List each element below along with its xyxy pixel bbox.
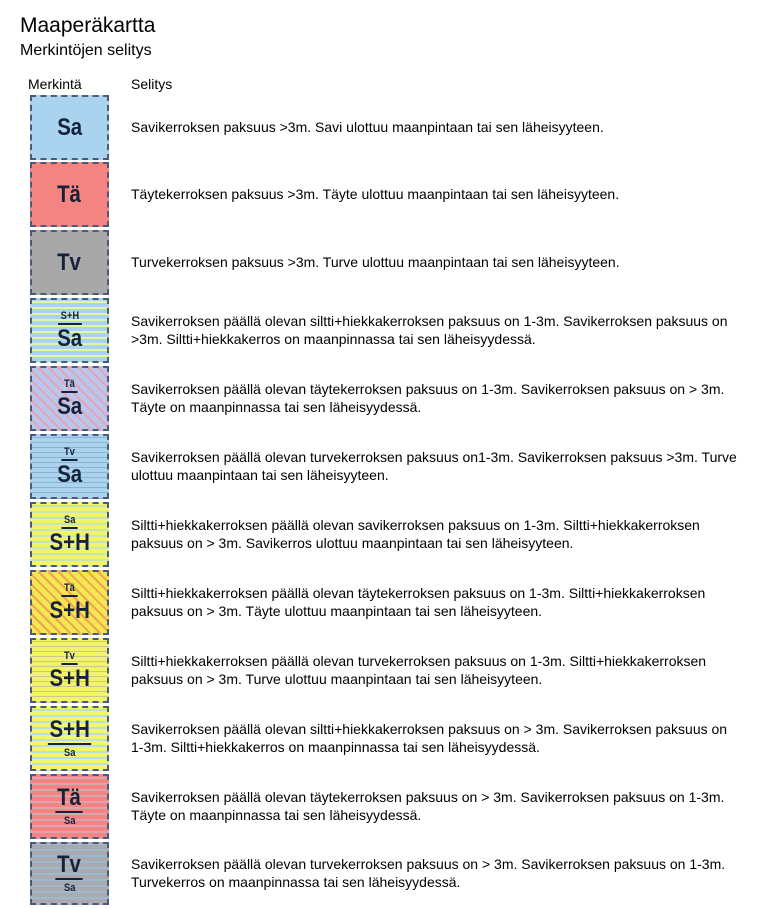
- legend-description: Savikerroksen päällä olevan täytekerroksen paksuus on > 3m. Savikerroksen paksuus on 1-3m. Täyte on maanpinnassa tai sen läheisyydessä.: [131, 789, 725, 823]
- symbol-upper-label: Tä: [61, 582, 77, 597]
- legend-symbol-ta-over-sa: [30, 366, 109, 431]
- symbol-label: Sa: [57, 113, 82, 141]
- symbol-label: S+H: [49, 597, 90, 624]
- symbol-upper-label: Tv: [61, 650, 77, 665]
- symbol-label: Sa: [57, 461, 82, 488]
- symbol-upper-label: Sa: [61, 514, 78, 529]
- legend-symbol-sa: [30, 95, 109, 160]
- legend-description: Savikerroksen päällä olevan turvekerroksen paksuus on1-3m. Savikerroksen paksuus >3m. Turve ulottuu maanpintaan tai sen läheisyyteen.: [131, 449, 737, 483]
- legend-symbol-tv: [30, 230, 109, 295]
- symbol-upper-label: S+H: [58, 310, 82, 325]
- symbol-upper-label: Tä: [61, 378, 77, 393]
- page-subtitle: Merkintöjen selitys: [20, 42, 152, 59]
- legend-symbol-ta: [30, 162, 109, 227]
- symbol-upper-label: Tä: [57, 784, 82, 811]
- legend-description: Turvekerroksen paksuus >3m. Turve ulottuu maanpintaan tai sen läheisyyteen.: [131, 253, 620, 270]
- legend-description: Savikerroksen päällä olevan täytekerroksen paksuus on 1-3m. Savikerroksen paksuus on > 3m. Täyte on maanpinnassa tai sen läheisyydessä.: [131, 381, 725, 415]
- legend-symbol-thick-ta-over-sa: [30, 774, 109, 839]
- legend-description: Savikerroksen päällä olevan siltti+hiekkakerroksen paksuus on 1-3m. Savikerroksen paksuus on >3m. Siltti+hiekkakerros on maanpinnassa tai sen läheisyydessä.: [131, 313, 728, 347]
- legend-symbol-tv-over-sa: [30, 434, 109, 499]
- symbol-label: Tv: [57, 248, 82, 276]
- symbol-upper-label: S+H: [49, 716, 90, 743]
- legend-symbol-sh-over-sa: [30, 298, 109, 363]
- legend-symbol-thick-sh-over-sa: [30, 706, 109, 771]
- symbol-label: S+H: [49, 665, 90, 692]
- symbol-lower-label: Sa: [63, 882, 76, 894]
- symbol-label: Tä: [57, 180, 82, 208]
- legend-description: Savikerroksen päällä olevan siltti+hiekkakerroksen paksuus on > 3m. Savikerroksen paksuus on 1-3m. Siltti+hiekkakerros on maanpinnassa tai sen läheisyydessä.: [131, 721, 728, 755]
- legend-symbol-thick-tv-over-sa: [30, 842, 109, 905]
- legend-description: Siltti+hiekkakerroksen päällä olevan täytekerroksen paksuus on 1-3m. Siltti+hiekkakerroksen paksuus on > 3m. Täyte ulottuu maanpintaan tai sen läheisyyteen.: [131, 585, 706, 619]
- symbol-lower-label: Sa: [63, 747, 76, 759]
- symbol-upper-label: Tv: [57, 851, 82, 878]
- legend-description: Savikerroksen paksuus >3m. Savi ulottuu maanpintaan tai sen läheisyyteen.: [131, 118, 604, 135]
- symbol-label: S+H: [49, 529, 90, 556]
- page-title: Maaperäkartta: [20, 14, 156, 37]
- legend-description: Siltti+hiekkakerroksen päällä olevan turvekerroksen paksuus on 1-3m. Siltti+hiekkakerroksen paksuus on > 3m. Turve ulottuu maanpintaan tai sen läheisyyteen.: [131, 653, 707, 687]
- column-header-description: Selitys: [131, 76, 173, 92]
- legend-symbol-sa-over-sh: [30, 502, 109, 567]
- legend-description: Savikerroksen päällä olevan turvekerroksen paksuus on > 3m. Savikerroksen paksuus on 1-3m. Turvekerros on maanpinnassa tai sen läheisyydessä.: [131, 856, 726, 890]
- symbol-lower-label: Sa: [63, 815, 76, 827]
- symbol-upper-label: Tv: [61, 446, 77, 461]
- legend-description: Siltti+hiekkakerroksen päällä olevan savikerroksen paksuus on 1-3m. Siltti+hiekkakerroksen paksuus on > 3m. Savikerros ulottuu maanpintaan tai sen läheisyyteen.: [131, 517, 700, 551]
- symbol-label: Sa: [57, 393, 82, 420]
- legend-symbol-tv-over-sh: [30, 638, 109, 703]
- legend-symbol-ta-over-sh: [30, 570, 109, 635]
- column-header-symbol: Merkintä: [28, 76, 82, 92]
- symbol-label: Sa: [57, 325, 82, 352]
- legend-description: Täytekerroksen paksuus >3m. Täyte ulottuu maanpintaan tai sen läheisyyteen.: [131, 185, 620, 202]
